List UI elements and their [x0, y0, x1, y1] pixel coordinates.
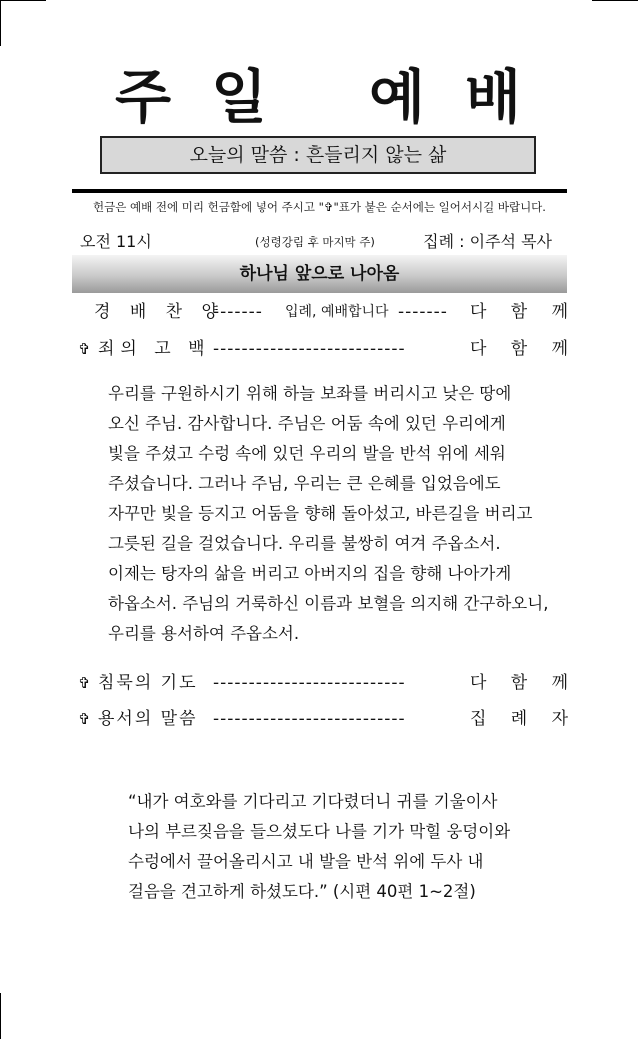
order-label: 용서의 말씀	[98, 709, 198, 729]
crop-mark-bottom-left	[0, 993, 1, 1039]
dash-leader: -------	[213, 302, 263, 322]
who-char: 께	[551, 673, 568, 693]
crop-mark-top-left-h	[0, 0, 46, 1]
who-char: 함	[510, 673, 528, 693]
todays-word-box: 오늘의 말씀 : 흔들리지 않는 삶	[100, 136, 536, 174]
liturgical-note: (성령강림 후 마지막 주)	[255, 235, 375, 249]
order-row-silent-prayer	[78, 670, 568, 696]
title-char-4: 배	[465, 63, 524, 131]
order-row-praise	[78, 299, 568, 325]
who-char: 께	[551, 339, 568, 359]
prayer-line: 하옵소서. 주님의 거룩하신 이름과 보혈을 의지해 간구하오니,	[108, 594, 549, 613]
officiant: 집례 : 이주석 목사	[423, 232, 552, 251]
scripture-passage	[128, 787, 528, 907]
page-title	[0, 62, 638, 132]
scripture-line: “내가 여호와를 기다리고 기다렸더니 귀를 기울이사	[128, 792, 498, 811]
scripture-line: 수렁에서 끌어올리시고 내 발을 반석 위에 두사 내	[128, 852, 484, 871]
order-mid-text: 입례, 예배합니다	[285, 304, 389, 320]
who-char: 다	[470, 339, 487, 359]
title-char-2: 일	[210, 63, 269, 131]
prayer-line: 그릇된 길을 걸었습니다. 우리를 불쌍히 여겨 주옵소서.	[108, 534, 501, 553]
who-char: 집	[470, 709, 487, 729]
dash-leader: ---------------------------	[213, 673, 406, 693]
order-row-confession	[78, 336, 568, 362]
cross-icon: ✞	[78, 674, 91, 692]
section-heading: 하나님 앞으로 나아옴	[72, 255, 567, 293]
who-char: 다	[470, 302, 487, 322]
who-char: 례	[510, 709, 528, 729]
who-char: 께	[551, 302, 568, 322]
offering-notice: 헌금은 예배 전에 미리 헌금함에 넣어 주시고 "✞"표가 붙은 순서에는 일어서시길 바랍니다.	[93, 200, 546, 214]
prayer-line: 자꾸만 빛을 등지고 어둠을 향해 돌아섰고, 바른길을 버리고	[108, 504, 533, 523]
prayer-line: 빛을 주셨고 수렁 속에 있던 우리의 발을 반석 위에 세워	[108, 444, 506, 463]
order-who	[470, 336, 568, 362]
crop-mark-top-right	[592, 0, 638, 1]
order-who	[470, 706, 568, 732]
who-char: 함	[510, 302, 528, 322]
divider-rule	[72, 189, 567, 193]
order-who	[470, 670, 568, 696]
who-char: 함	[510, 339, 528, 359]
who-char: 다	[470, 673, 487, 693]
order-label: 죄의 고 백	[98, 339, 211, 359]
title-char-1: 주	[114, 63, 173, 131]
cross-icon: ✞	[78, 340, 91, 358]
order-label: 침묵의 기도	[98, 673, 198, 693]
confession-prayer	[108, 379, 549, 649]
prayer-line: 오신 주님. 감사합니다. 주님은 어둠 속에 있던 우리에게	[108, 414, 506, 433]
crop-mark-top-left	[0, 0, 1, 46]
order-row-absolution	[78, 706, 568, 732]
scripture-line: 걸음을 견고하게 하셨도다.” (시편 40편 1~2절)	[128, 882, 476, 901]
prayer-line: 우리를 용서하여 주옵소서.	[108, 624, 300, 643]
cross-icon: ✞	[78, 710, 91, 728]
prayer-line: 주셨습니다. 그러나 주님, 우리는 큰 은혜를 입었음에도	[108, 474, 501, 493]
dash-leader: ---------------------------	[213, 709, 406, 729]
who-char: 자	[551, 709, 568, 729]
dash-leader: ---------------------------	[213, 339, 406, 359]
scripture-line: 나의 부르짖음을 들으셨도다 나를 기가 막힐 웅덩이와	[128, 822, 511, 841]
dash-leader: -------	[398, 302, 448, 322]
order-label: 경 배 찬 양	[94, 302, 225, 322]
prayer-line: 우리를 구원하시기 위해 하늘 보좌를 버리시고 낮은 땅에	[108, 384, 512, 403]
title-char-3: 예	[369, 63, 428, 131]
prayer-line: 이제는 탕자의 삶을 버리고 아버지의 집을 향해 나아가게	[108, 564, 512, 583]
service-info	[80, 230, 566, 254]
service-time: 오전 11시	[80, 232, 152, 251]
order-who	[470, 299, 568, 325]
